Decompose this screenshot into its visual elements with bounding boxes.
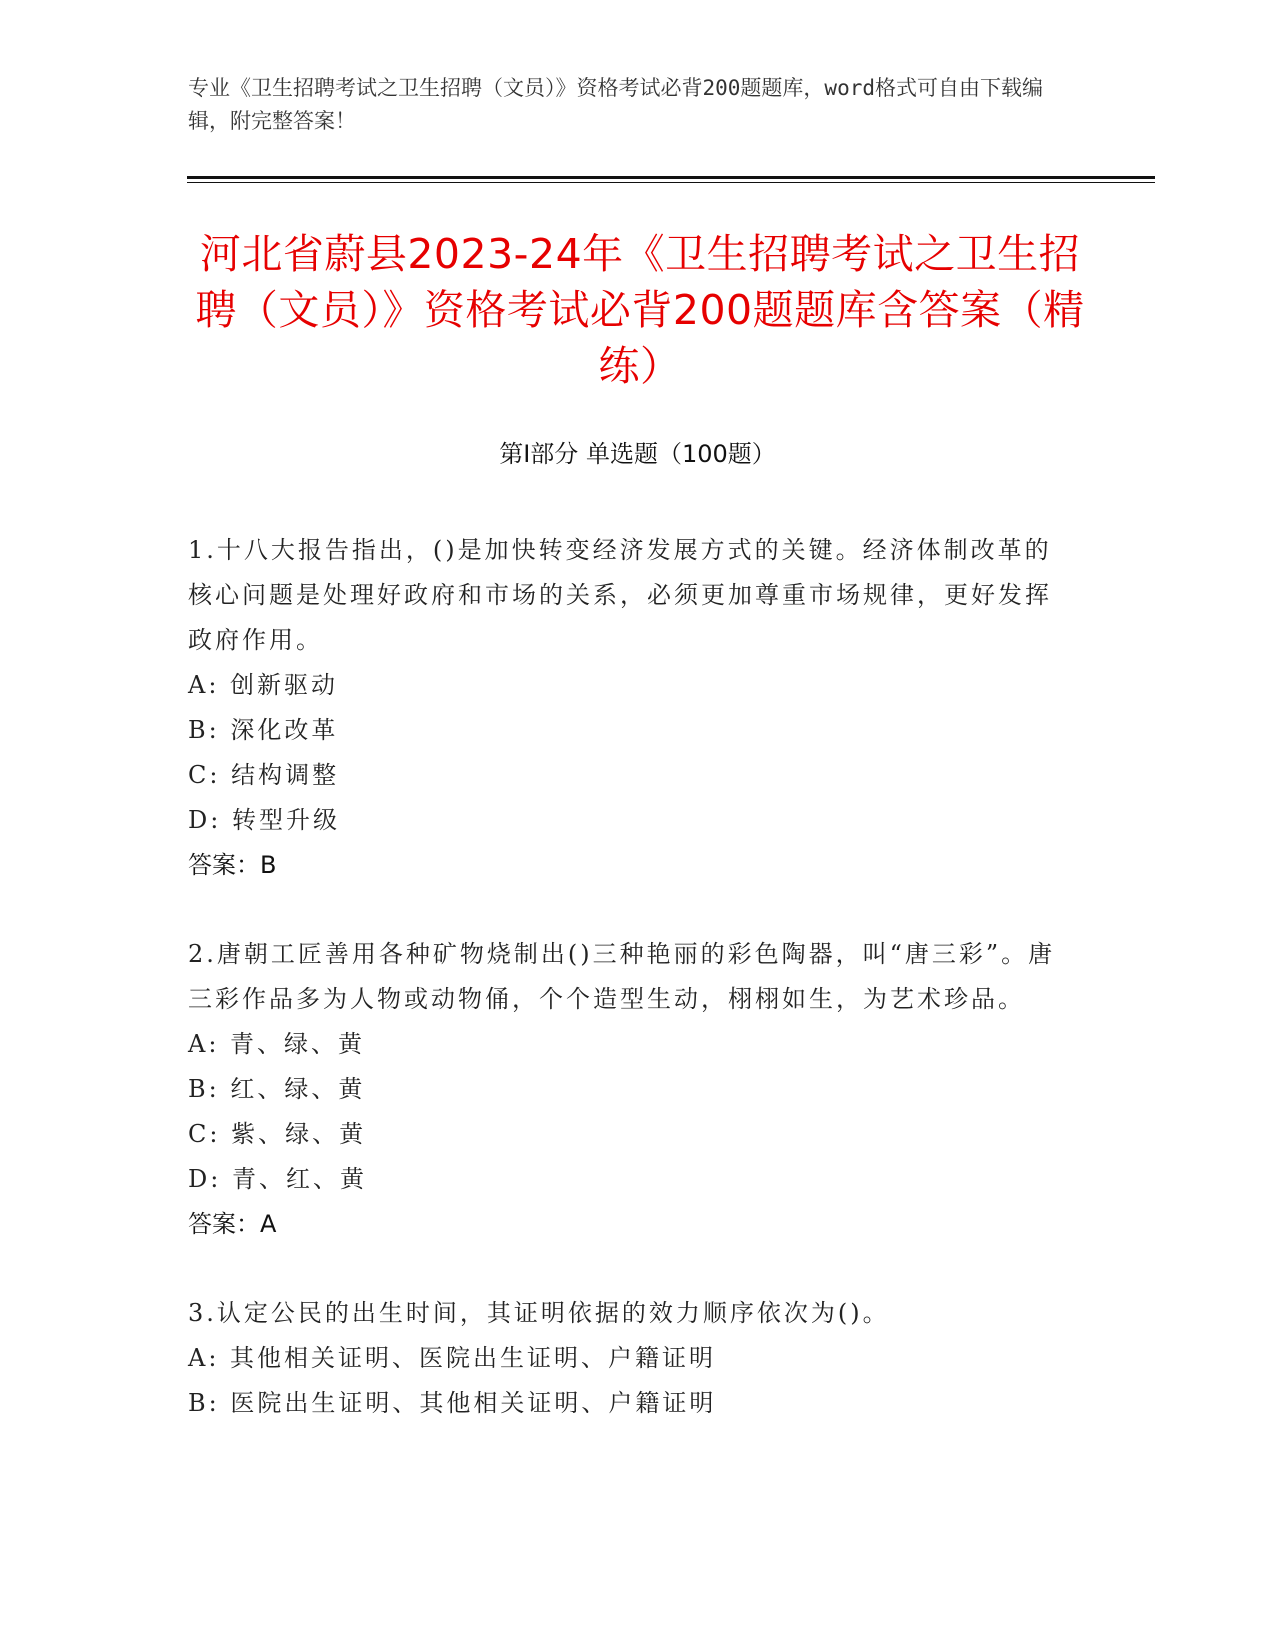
option-b: B: 医院出生证明、其他相关证明、户籍证明	[188, 1389, 717, 1417]
header-divider-thick	[187, 176, 1155, 179]
answer-label: 答案：B	[188, 851, 277, 879]
option-a: A: 其他相关证明、医院出生证明、户籍证明	[188, 1344, 717, 1372]
document-title: 河北省蔚县2023-24年《卫生招聘考试之卫生招聘（文员）》资格考试必背200题题库含答案（精练）	[195, 230, 1085, 390]
option-d: D: 转型升级	[188, 806, 340, 834]
header-divider-thin	[187, 182, 1155, 183]
option-c: C: 结构调整	[188, 761, 340, 789]
question-1	[188, 528, 1068, 888]
option-a: A: 青、绿、黄	[188, 1030, 366, 1058]
answer-label: 答案：A	[188, 1210, 277, 1238]
question-3	[188, 1291, 1068, 1426]
option-b: B: 红、绿、黄	[188, 1075, 366, 1103]
section-title: 第Ⅰ部分 单选题（100题）	[499, 440, 776, 468]
question-stem: 3.认定公民的出生时间，其证明依据的效力顺序依次为()。	[188, 1299, 890, 1327]
header-note: 专业《卫生招聘考试之卫生招聘（文员）》资格考试必背200题题库，word格式可自由下载编辑，附完整答案！	[188, 76, 1043, 133]
question-stem: 2.唐朝工匠善用各种矿物烧制出()三种艳丽的彩色陶器，叫“唐三彩”。唐三彩作品多为人物或动物俑，个个造型生动，栩栩如生，为艺术珍品。	[188, 940, 1056, 1013]
option-b: B: 深化改革	[188, 716, 339, 744]
question-stem: 1.十八大报告指出，()是加快转变经济发展方式的关键。经济体制改革的核心问题是处理好政府和市场的关系，必须更加尊重市场规律，更好发挥政府作用。	[188, 536, 1052, 654]
option-a: A: 创新驱动	[188, 671, 339, 699]
option-c: C: 紫、绿、黄	[188, 1120, 367, 1148]
question-list	[188, 528, 1068, 1470]
option-d: D: 青、红、黄	[188, 1165, 367, 1193]
question-2	[188, 932, 1068, 1247]
